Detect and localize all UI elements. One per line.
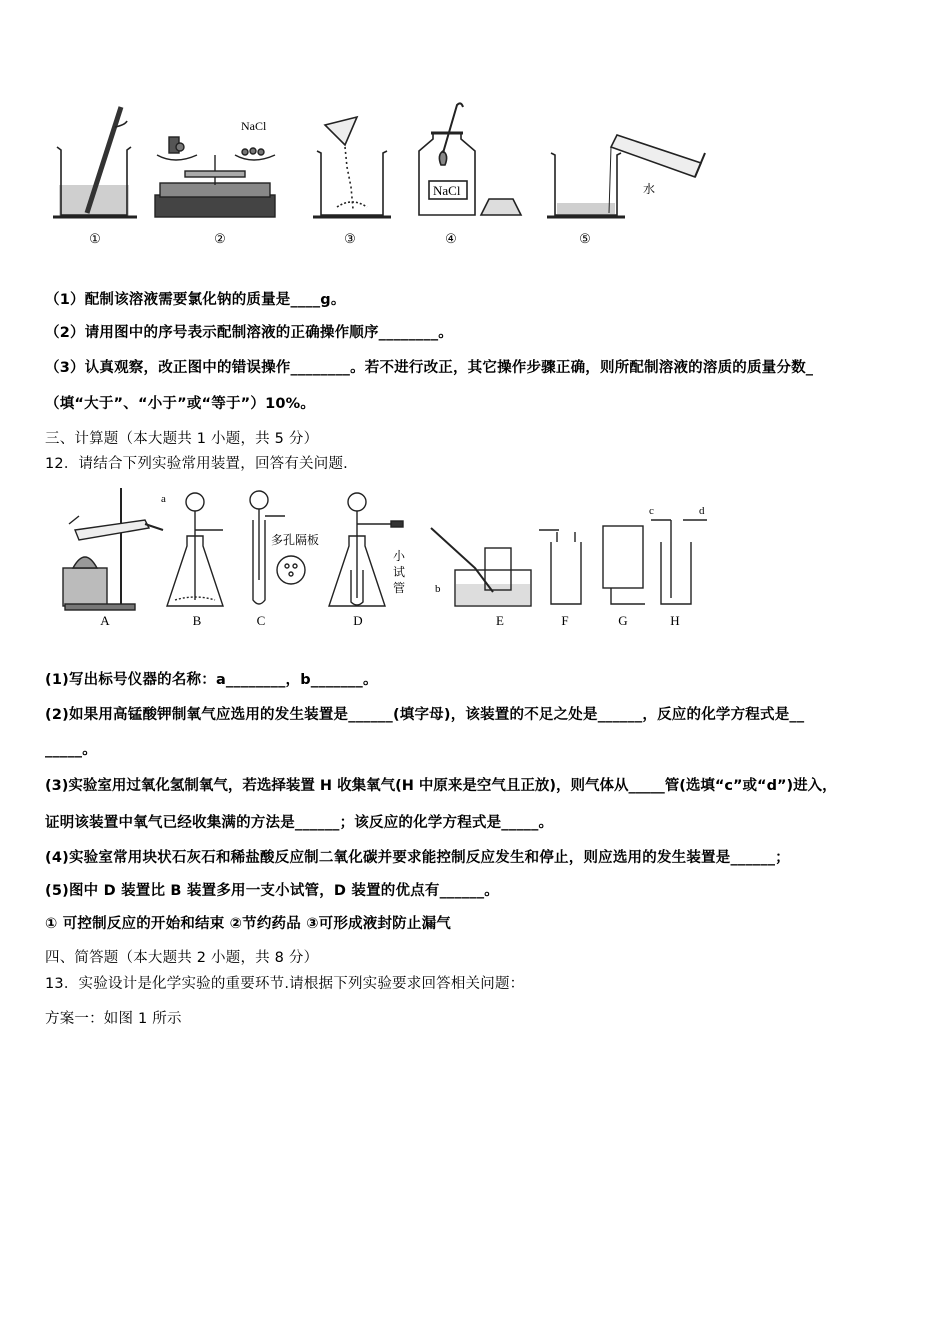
reagent-bottle-image <box>419 103 521 215</box>
q12-part4: (4)实验室常用块状石灰石和稀盐酸反应制二氧化碳并要求能控制反应发生和停止，则应选用的发生装置是______； <box>45 850 790 866</box>
figure1-label-2: ② <box>214 231 226 246</box>
solution-prep-figure <box>45 95 715 255</box>
label-c: c <box>649 505 654 517</box>
apparatus-label-C: C <box>256 613 266 628</box>
figure1-label-4: ④ <box>445 231 457 246</box>
apparatus-label-G: G <box>618 613 628 628</box>
apparatus-figure <box>45 480 725 635</box>
beaker-stirring-image <box>53 107 137 217</box>
q12-part3b: 证明该装置中氧气已经收集满的方法是______；该反应的化学方程式是_____。 <box>45 815 554 831</box>
q11-part4: （填“大于”、“小于”或“等于”）10%。 <box>45 396 316 412</box>
apparatus-E-image <box>431 528 531 606</box>
apparatus-D-image <box>329 493 406 606</box>
apparatus-B-image <box>167 493 223 606</box>
apparatus-G-image <box>603 526 645 604</box>
pouring-beaker-image <box>313 117 391 217</box>
cylinder-pouring-image <box>547 135 705 217</box>
q11-part2: （2）请用图中的序号表示配制溶液的正确操作顺序________。 <box>45 325 453 341</box>
apparatus-label-H: H <box>670 613 680 628</box>
q13-title: 13．实验设计是化学实验的重要环节.请根据下列实验要求回答相关问题： <box>45 976 525 992</box>
q12-part1: (1)写出标号仪器的名称：a________，b_______。 <box>45 672 378 688</box>
apparatus-H-image <box>651 520 707 604</box>
figure1-label-3: ③ <box>344 231 356 246</box>
bottle-nacl-label: NaCl <box>433 183 461 198</box>
apparatus-label-D: D <box>353 613 363 628</box>
apparatus-label-E: E <box>496 613 504 628</box>
q12-part5: (5)图中 D 装置比 B 装置多用一支小试管，D 装置的优点有______。 <box>45 883 500 899</box>
figure1-label-1: ① <box>89 231 101 246</box>
label-d: d <box>699 505 705 517</box>
label-a: a <box>161 493 166 505</box>
plate-label: 多孔隔板 <box>271 533 320 547</box>
q12-part2a: (2)如果用高锰酸钾制氧气应选用的发生装置是______(填字母)，该装置的不足之处是______，反应的化学方程式是__ <box>45 707 805 723</box>
label-b: b <box>435 583 441 595</box>
apparatus-label-A: A <box>100 613 110 628</box>
figure1-label-5: ⑤ <box>579 231 591 246</box>
apparatus-C-image <box>250 491 305 604</box>
tube-label-1: 小 <box>393 549 406 563</box>
q12-part5-options: ① 可控制反应的开始和结束 ②节约药品 ③可形成液封防止漏气 <box>45 916 451 932</box>
apparatus-F-image <box>539 530 581 604</box>
apparatus-label-F: F <box>561 613 569 628</box>
section3-heading: 三、计算题（本大题共 1 小题，共 5 分） <box>45 431 319 447</box>
cylinder-water-label: 水 <box>643 182 656 196</box>
q12-part2b: _____。 <box>45 742 97 758</box>
apparatus-label-B: B <box>192 613 202 628</box>
q12-part3a: (3)实验室用过氧化氢制氧气，若选择装置 H 收集氧气(H 中原来是空气且正放)，则气体从_____管(选填“c”或“d”)进入， <box>45 778 837 794</box>
q11-part3: （3）认真观察，改正图中的错误操作________。若不进行改正，其它操作步骤正确，则所配制溶液的溶质的质量分数_ <box>45 360 814 376</box>
tube-label-3: 管 <box>393 581 406 595</box>
q12-title: 12．请结合下列实验常用装置，回答有关问题. <box>45 456 348 472</box>
balance-image <box>155 137 275 217</box>
q11-part1: （1）配制该溶液需要氯化钠的质量是____g。 <box>45 292 346 308</box>
q13-plan: 方案一：如图 1 所示 <box>45 1011 182 1027</box>
tube-label-2: 试 <box>393 565 406 579</box>
balance-nacl-label: NaCl <box>241 119 267 133</box>
section4-heading: 四、简答题（本大题共 2 小题，共 8 分） <box>45 950 319 966</box>
apparatus-A-image <box>63 488 163 610</box>
